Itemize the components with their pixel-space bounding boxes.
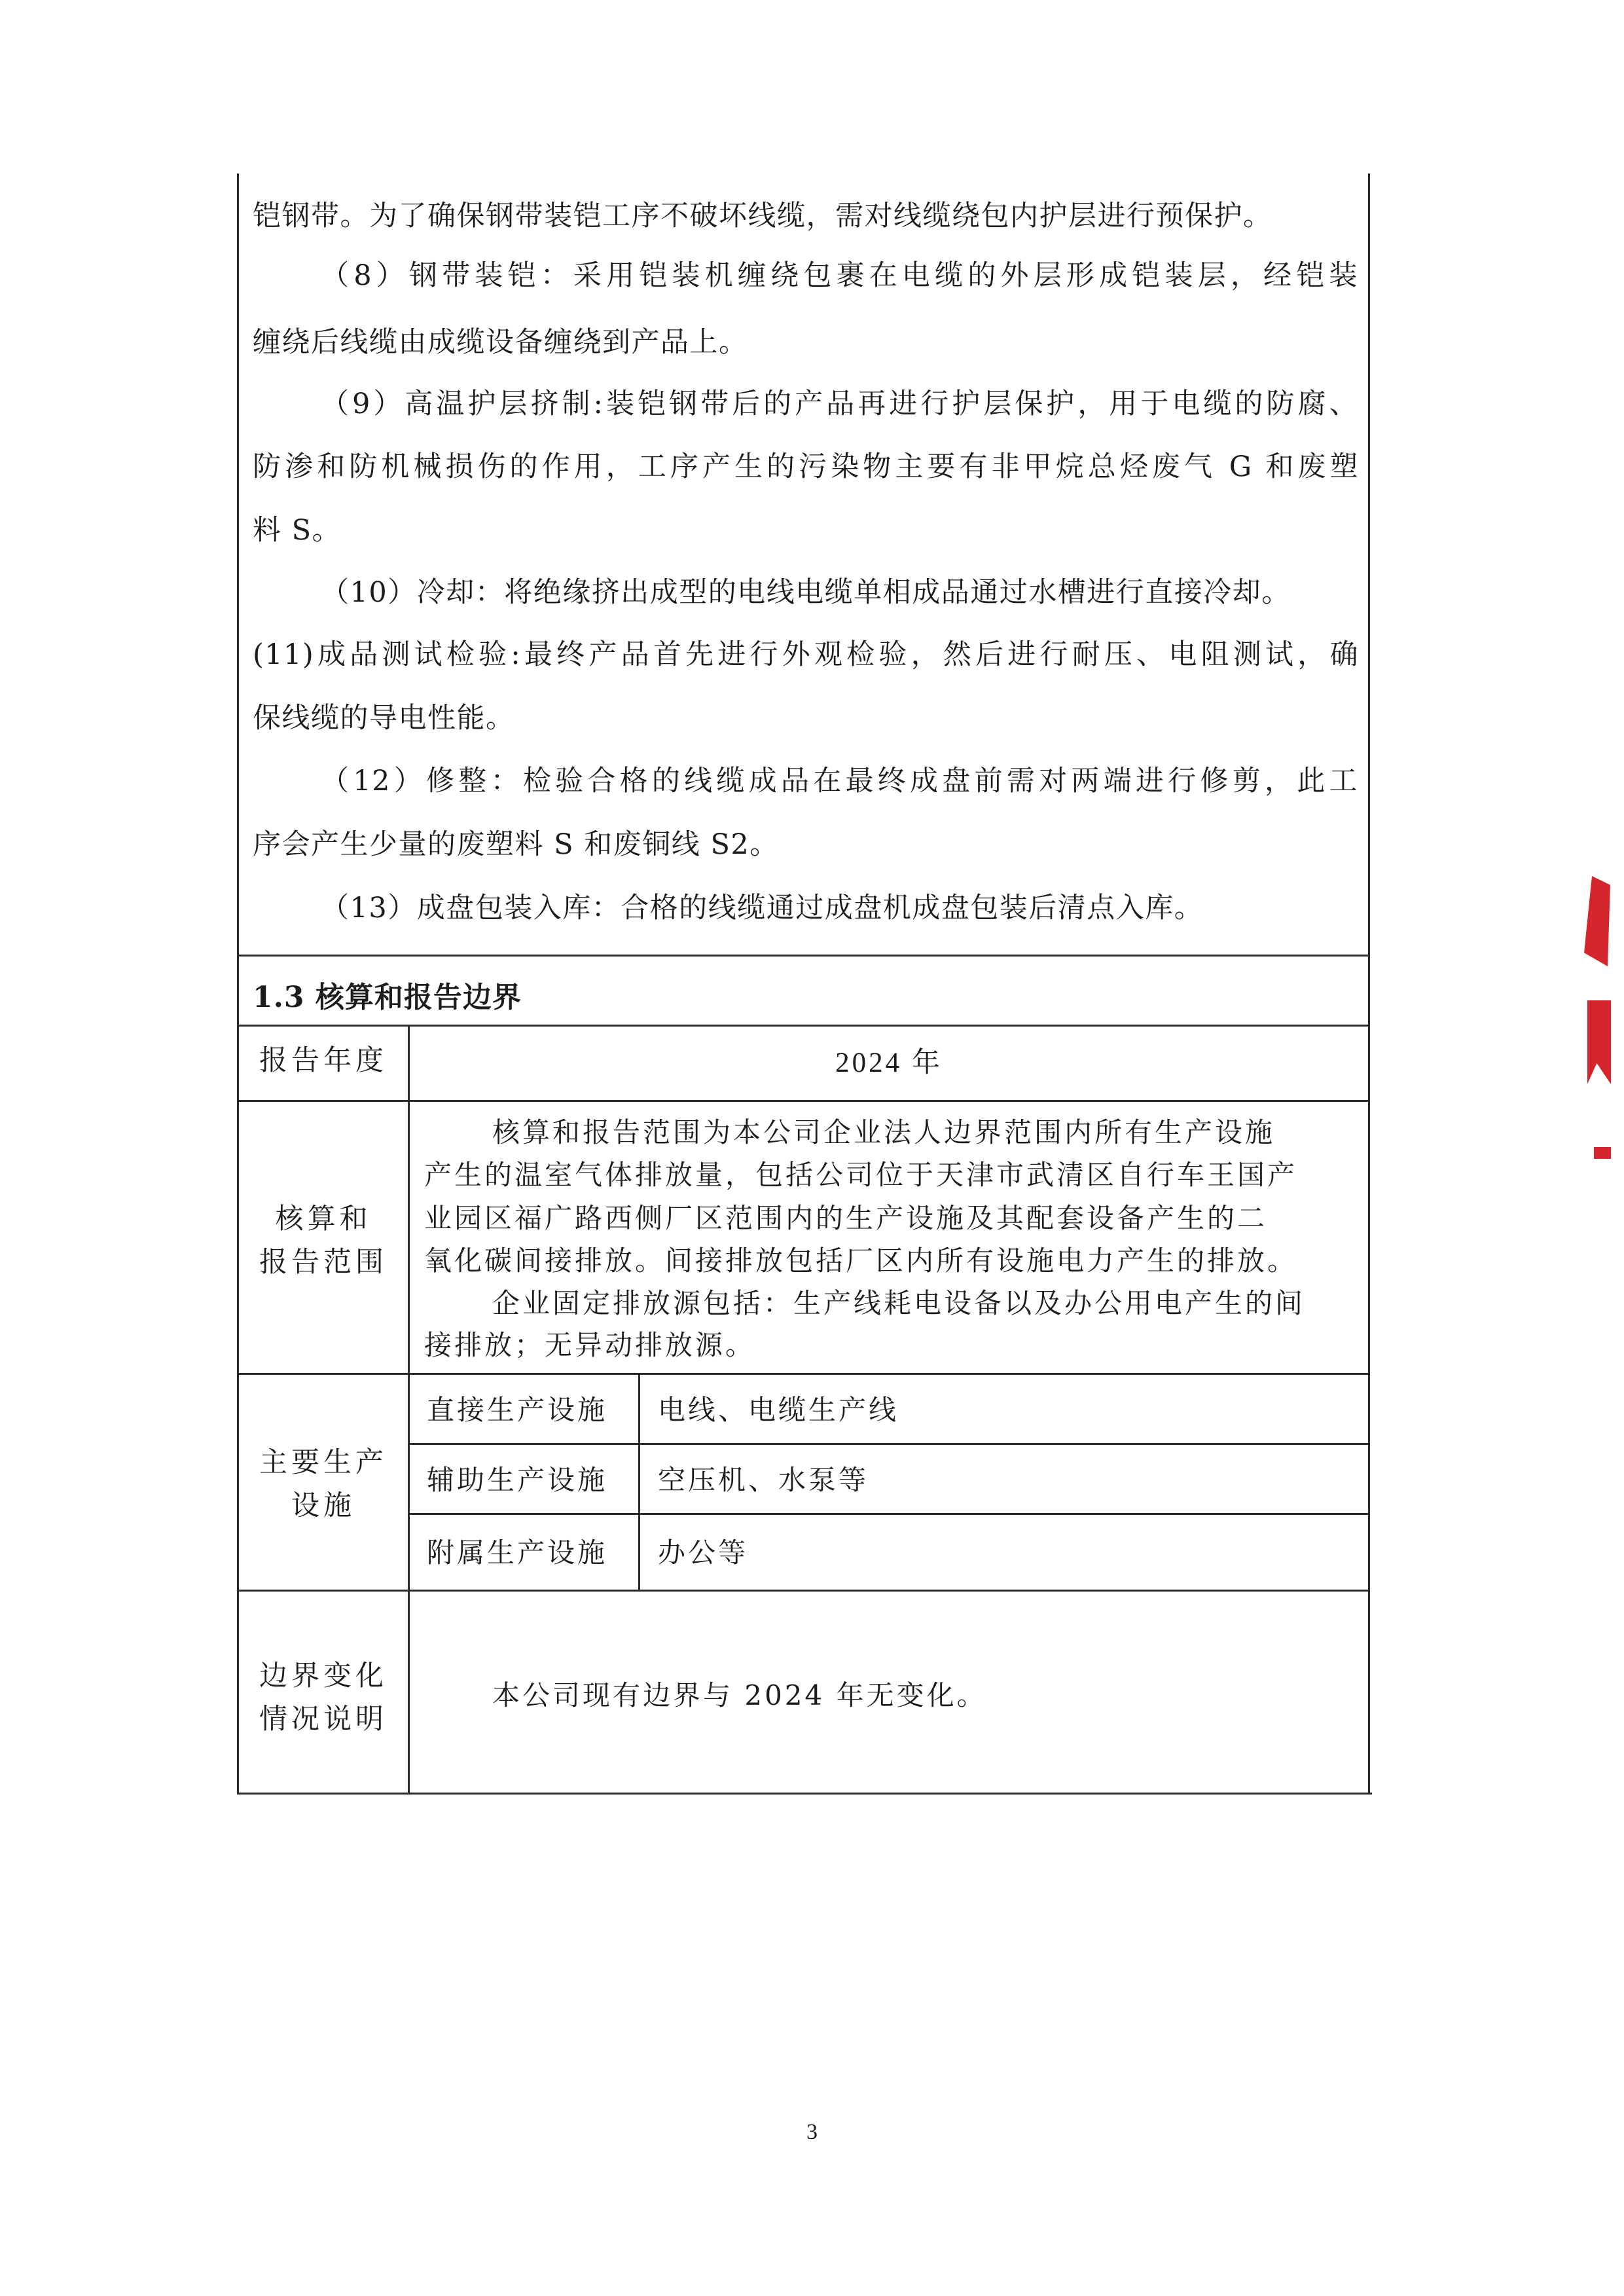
rule-facility-bottom: [237, 1590, 1370, 1592]
scope-line-6: 接排放；无异动排放源。: [424, 1329, 756, 1361]
rule-scope-bottom: [237, 1373, 1370, 1375]
scope-line-2: 产生的温室气体排放量，包括公司位于天津市武清区自行车王国产: [424, 1159, 1298, 1191]
facility-label-1: 主要生产: [259, 1446, 388, 1479]
section-title: 1.3 核算和报告边界: [253, 981, 522, 1014]
year-label: 报告年度: [259, 1044, 388, 1077]
change-label-2: 情况说明: [259, 1703, 388, 1736]
scope-line-3: 业园区福广路西侧厂区范围内的生产设施及其配套设备产生的二: [424, 1202, 1268, 1234]
process-line-1: 铠钢带。为了确保钢带装铠工序不破坏线缆，需对线缆绕包内护层进行预保护。: [253, 200, 1272, 232]
facility-type-direct: 直接生产设施: [427, 1394, 608, 1426]
rule-year-bottom: [237, 1100, 1370, 1102]
facility-value-direct: 电线、电缆生产线: [658, 1394, 899, 1426]
year-value: 2024 年: [835, 1048, 943, 1078]
facility-value-auxiliary: 空压机、水泵等: [658, 1464, 869, 1496]
facility-value-ancillary: 办公等: [658, 1537, 749, 1569]
process-line-6: 料 S。: [253, 514, 342, 547]
scope-line-4: 氧化碳间接排放。间接排放包括厂区内所有设施电力产生的排放。: [424, 1245, 1298, 1277]
scope-label-2: 报告范围: [259, 1246, 388, 1279]
scope-line-5: 企业固定排放源包括：生产线耗电设备以及办公用电产生的间: [492, 1287, 1306, 1319]
process-line-3: 缠绕后线缆由成缆设备缠绕到产品上。: [253, 326, 748, 359]
rule-section-bottom: [237, 1025, 1370, 1027]
rule-label-column: [408, 1025, 410, 1795]
rule-facility-2-bottom: [409, 1513, 1370, 1515]
process-line-2: （8）钢带装铠：采用铠装机缠绕包裹在电缆的外层形成铠装层，经铠装: [321, 259, 1358, 292]
rule-facility-1-bottom: [409, 1443, 1370, 1445]
process-line-7: （10）冷却：将绝缘挤出成型的电线电缆单相成品通过水槽进行直接冷却。: [321, 576, 1291, 609]
process-line-4: （9）高温护层挤制:装铠钢带后的产品再进行护层保护，用于电缆的防腐、: [321, 388, 1358, 420]
process-line-5: 防渗和防机械损伤的作用，工序产生的污染物主要有非甲烷总烃废气 G 和废塑: [253, 450, 1359, 483]
facility-type-ancillary: 附属生产设施: [427, 1537, 608, 1569]
change-label-1: 边界变化: [259, 1660, 388, 1692]
facility-type-auxiliary: 辅助生产设施: [427, 1464, 608, 1496]
change-value: 本公司现有边界与 2024 年无变化。: [492, 1679, 987, 1711]
process-line-11: 序会产生少量的废塑料 S 和废铜线 S2。: [253, 828, 779, 861]
scope-line-1: 核算和报告范围为本公司企业法人边界范围内所有生产设施: [492, 1116, 1276, 1148]
process-line-9: 保线缆的导电性能。: [253, 702, 515, 735]
process-line-10: （12）修整：检验合格的线缆成品在最终成盘前需对两端进行修剪，此工: [321, 765, 1358, 797]
rule-facility-type-column: [638, 1373, 640, 1590]
page-number: 3: [806, 2120, 818, 2144]
scope-label-1: 核算和: [275, 1203, 372, 1235]
process-line-8: (11)成品测试检验:最终产品首先进行外观检验，然后进行耐压、电阻测试，确: [253, 638, 1359, 671]
rule-section-top: [237, 955, 1370, 957]
facility-label-2: 设施: [291, 1489, 355, 1522]
rule-right: [1368, 955, 1370, 1795]
process-line-12: （13）成盘包装入库：合格的线缆通过成盘机成盘包装后清点入库。: [321, 892, 1204, 924]
